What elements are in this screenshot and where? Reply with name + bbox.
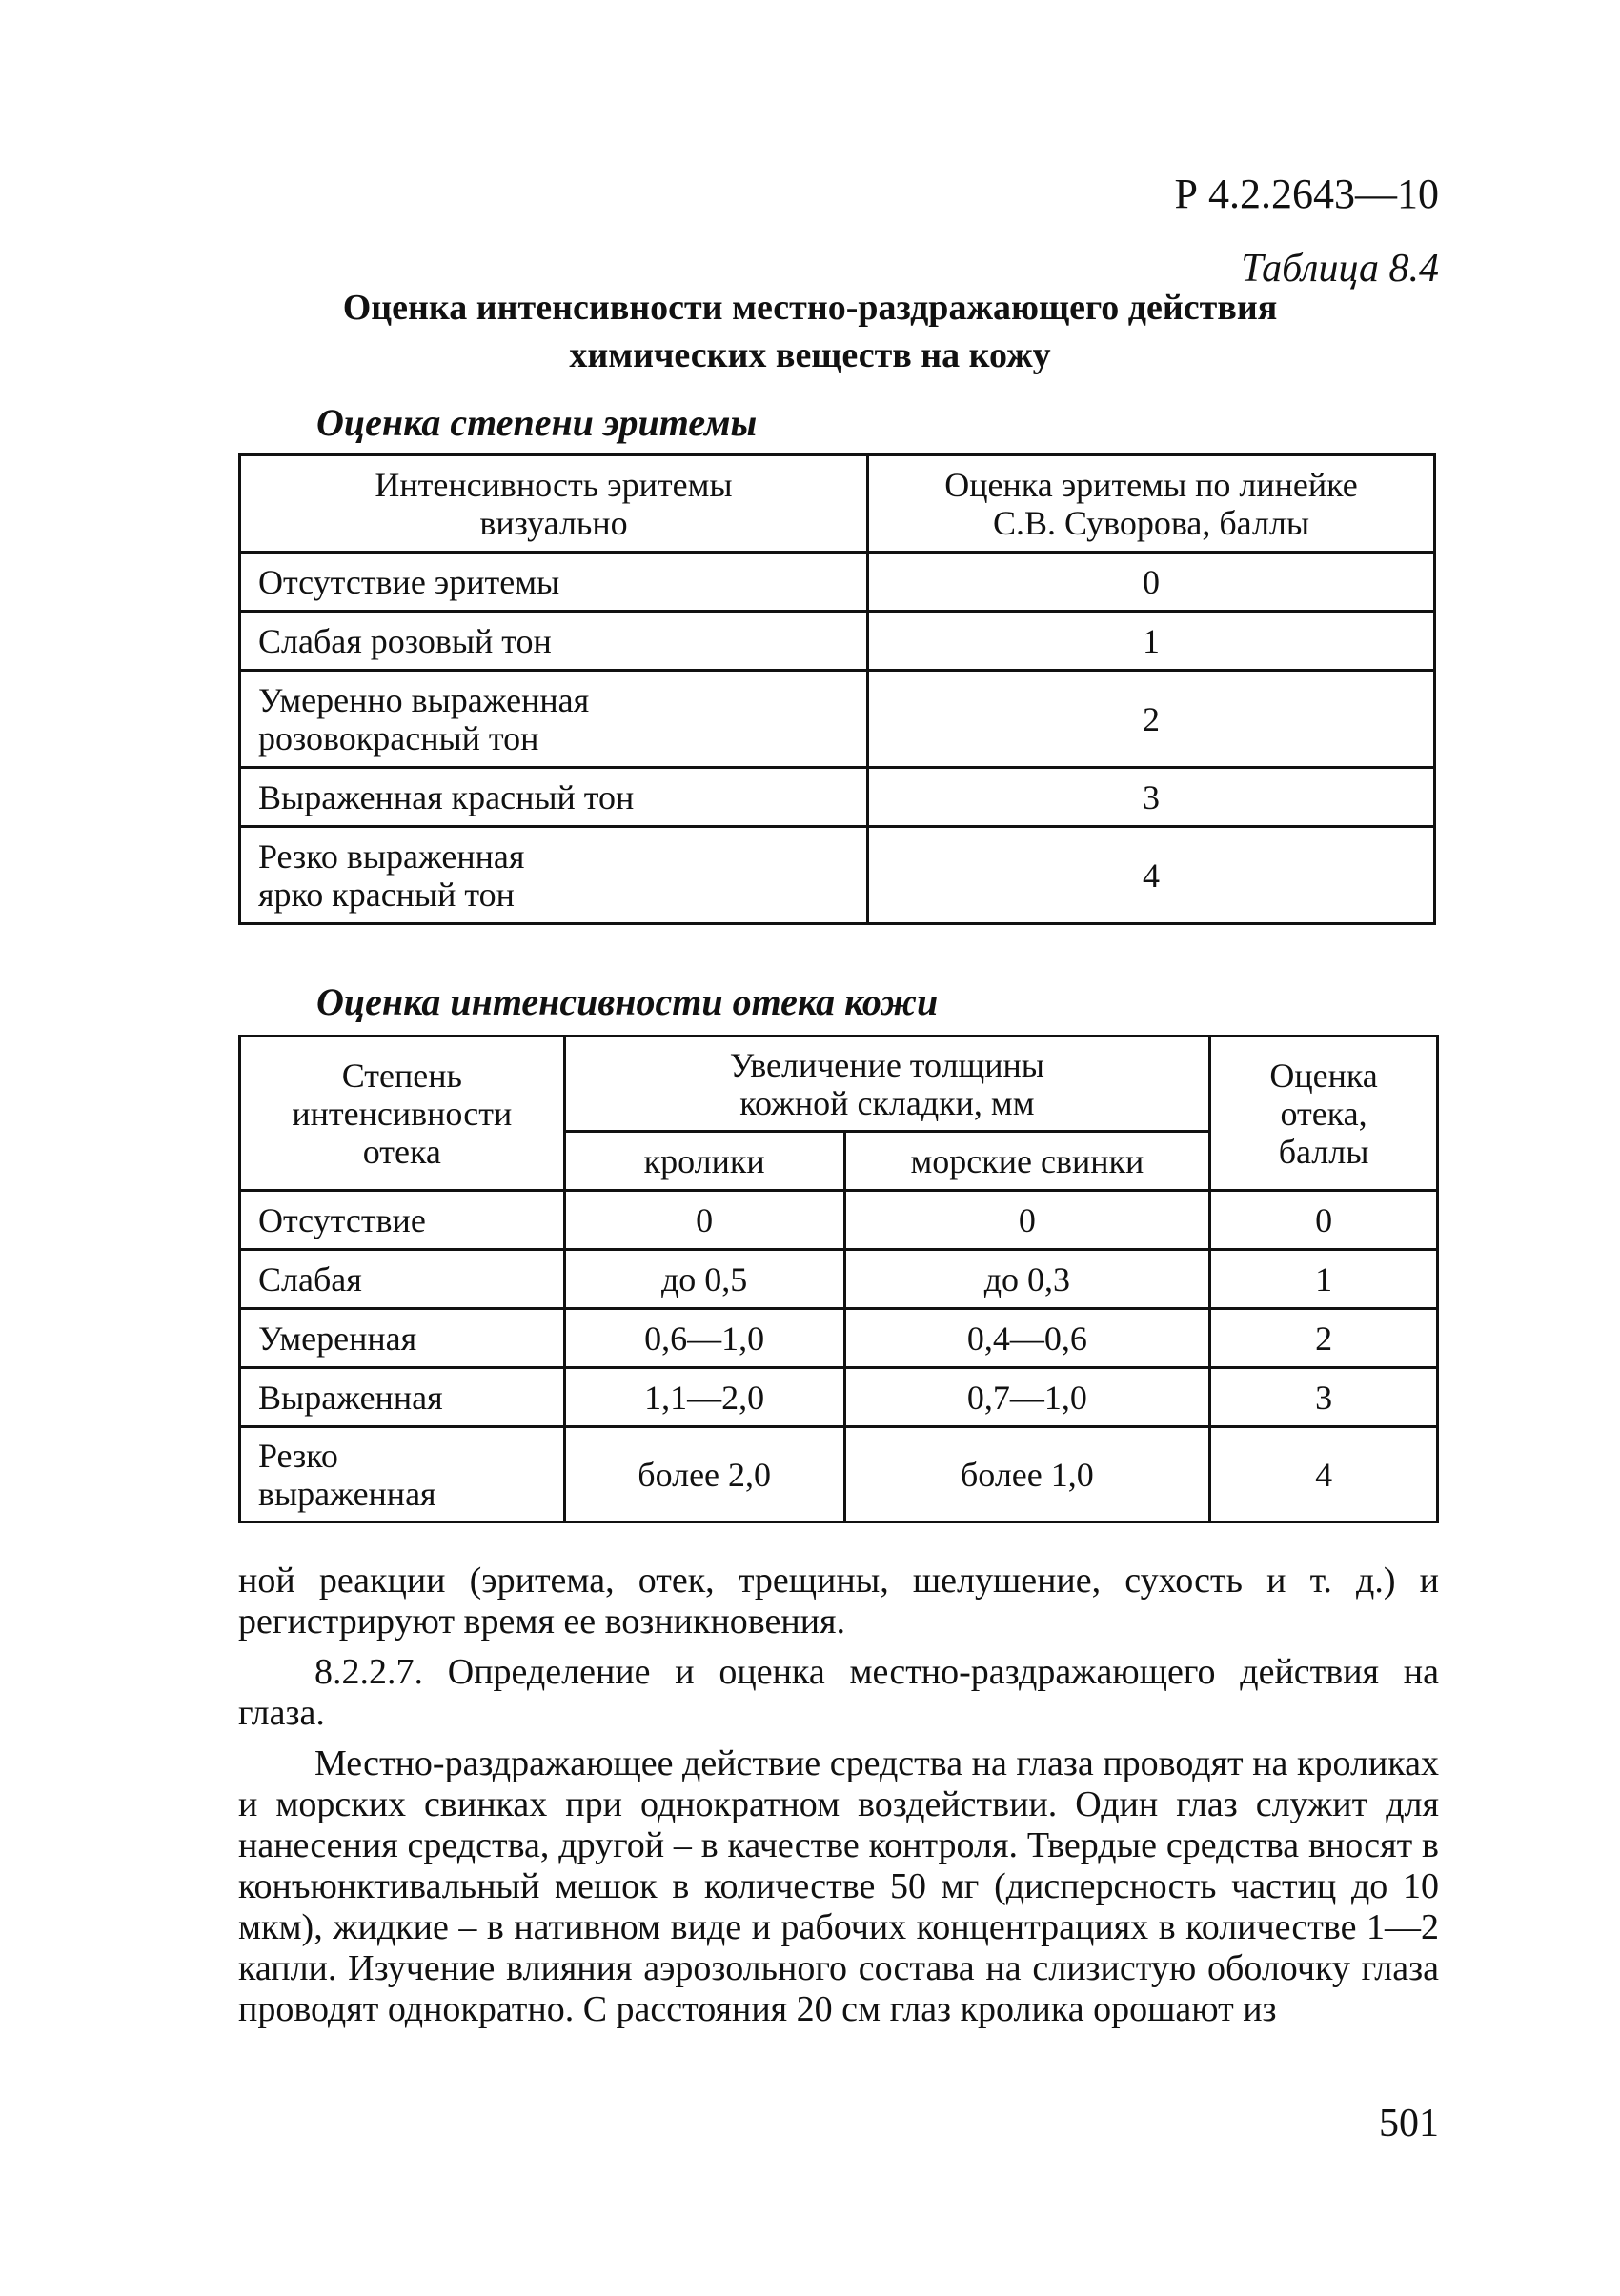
table-row [240, 768, 1435, 827]
edema-rabbits-cell: более 2,0 [564, 1427, 844, 1522]
table-row [240, 553, 1435, 612]
header-text: С.В. Суворова, баллы [992, 503, 1310, 542]
edema-header-score [1210, 1037, 1438, 1191]
edema-guinea-pigs-cell: более 1,0 [844, 1427, 1210, 1522]
edema-rabbits-cell: 0,6—1,0 [564, 1309, 844, 1368]
paragraph: 8.2.2.7. Определение и оценка местно-раздражающего действия на глаза. [238, 1652, 1439, 1733]
edema-score-cell: 4 [1210, 1427, 1438, 1522]
paragraph: ной реакции (эритема, отек, трещины, шелушение, сухость и т. д.) и регистрируют время ее возникновения. [238, 1561, 1439, 1641]
edema-guinea-pigs-cell: до 0,3 [844, 1250, 1210, 1309]
cell-text: Слабая [258, 1259, 362, 1299]
erythema-label-cell [240, 553, 868, 612]
edema-score-cell: 3 [1210, 1368, 1438, 1427]
body-text [238, 1561, 1439, 2030]
header-text: отека, [1280, 1094, 1367, 1133]
page-number: 501 [1379, 2102, 1439, 2145]
paragraph: Местно-раздражающее действие средства на глаза проводят на кроликах и морских свинках при однократном воздействии. Один глаз служит для нанесения средства, другой – в качестве контроля. Твердые средства вносят в конъюнктивальный мешок в количестве 50 мг (дисперсность частиц до 10 мкм), жидкие – в нативном виде и рабочих концентрациях в количестве 1—2 капли. Изучение влияния аэрозольного состава на слизистую оболочку глаза проводят однократно. С расстояния 20 см глаз кролика орошают из [238, 1743, 1439, 2029]
edema-header-rabbits: кролики [564, 1132, 844, 1191]
edema-score-cell: 2 [1210, 1309, 1438, 1368]
table-label: Таблица 8.4 [1241, 247, 1439, 291]
erythema-label-cell [240, 671, 868, 768]
edema-header-guinea-pigs: морские свинки [844, 1132, 1210, 1191]
erythema-label-cell [240, 612, 868, 671]
header-text: Увеличение толщины [729, 1045, 1044, 1084]
edema-label-cell [240, 1368, 565, 1427]
document-code: Р 4.2.2643—10 [1174, 171, 1439, 217]
edema-guinea-pigs-cell: 0,7—1,0 [844, 1368, 1210, 1427]
table-row [240, 1250, 1438, 1309]
header-text: Оценка эритемы по линейке [944, 465, 1358, 504]
edema-rabbits-cell: до 0,5 [564, 1250, 844, 1309]
table-row [240, 1368, 1438, 1427]
erythema-table [238, 453, 1436, 925]
cell-text: Резко [258, 1436, 338, 1475]
erythema-score-cell: 3 [868, 768, 1435, 827]
table-row [240, 612, 1435, 671]
edema-rabbits-cell: 1,1—2,0 [564, 1368, 844, 1427]
edema-score-cell: 0 [1210, 1191, 1438, 1250]
erythema-label-cell [240, 827, 868, 924]
erythema-label-cell [240, 768, 868, 827]
table-title-line-1: Оценка интенсивности местно-раздражающего действия [342, 288, 1278, 328]
edema-label-cell [240, 1427, 565, 1522]
erythema-score-cell: 2 [868, 671, 1435, 768]
edema-guinea-pigs-cell: 0,4—0,6 [844, 1309, 1210, 1368]
erythema-section-title: Оценка степени эритемы [316, 401, 758, 444]
edema-table [238, 1035, 1439, 1523]
edema-label-cell [240, 1250, 565, 1309]
edema-label-cell [240, 1191, 565, 1250]
cell-text: Отсутствие эритемы [258, 562, 560, 601]
erythema-header-score [868, 455, 1435, 553]
header-text: отека [362, 1132, 441, 1171]
erythema-header-row [240, 455, 1435, 553]
erythema-score-cell: 4 [868, 827, 1435, 924]
edema-label-cell [240, 1309, 565, 1368]
table-row [240, 1309, 1438, 1368]
header-text: Степень [341, 1056, 462, 1095]
table-title-line-2: химических веществ на кожу [569, 335, 1051, 375]
edema-header-increase [564, 1037, 1209, 1132]
edema-guinea-pigs-cell: 0 [844, 1191, 1210, 1250]
cell-text: розовокрасный тон [258, 718, 539, 757]
table-title [238, 284, 1382, 379]
cell-text: Слабая розовый тон [258, 621, 552, 660]
table-row [240, 1427, 1438, 1522]
cell-text: Резко выраженная [258, 836, 525, 876]
header-text: визуально [479, 503, 628, 542]
cell-text: Выраженная красный тон [258, 777, 635, 816]
edema-header-row-1 [240, 1037, 1438, 1132]
edema-rabbits-cell: 0 [564, 1191, 844, 1250]
header-text: интенсивности [292, 1094, 513, 1133]
erythema-header-intensity [240, 455, 868, 553]
cell-text: Выраженная [258, 1378, 443, 1417]
header-text: Интенсивность эритемы [375, 465, 733, 504]
cell-text: Отсутствие [258, 1200, 426, 1239]
erythema-score-cell: 1 [868, 612, 1435, 671]
erythema-score-cell: 0 [868, 553, 1435, 612]
cell-text: выраженная [258, 1474, 436, 1513]
edema-section-title: Оценка интенсивности отека кожи [316, 980, 939, 1023]
cell-text: ярко красный тон [258, 875, 515, 914]
cell-text: Умеренно выраженная [258, 680, 590, 719]
header-text: Оценка [1269, 1056, 1378, 1095]
table-row [240, 1191, 1438, 1250]
header-text: кожной складки, мм [739, 1083, 1035, 1122]
table-row [240, 827, 1435, 924]
table-row [240, 671, 1435, 768]
edema-score-cell: 1 [1210, 1250, 1438, 1309]
edema-header-degree [240, 1037, 565, 1191]
header-text: баллы [1278, 1132, 1369, 1171]
cell-text: Умеренная [258, 1319, 417, 1358]
